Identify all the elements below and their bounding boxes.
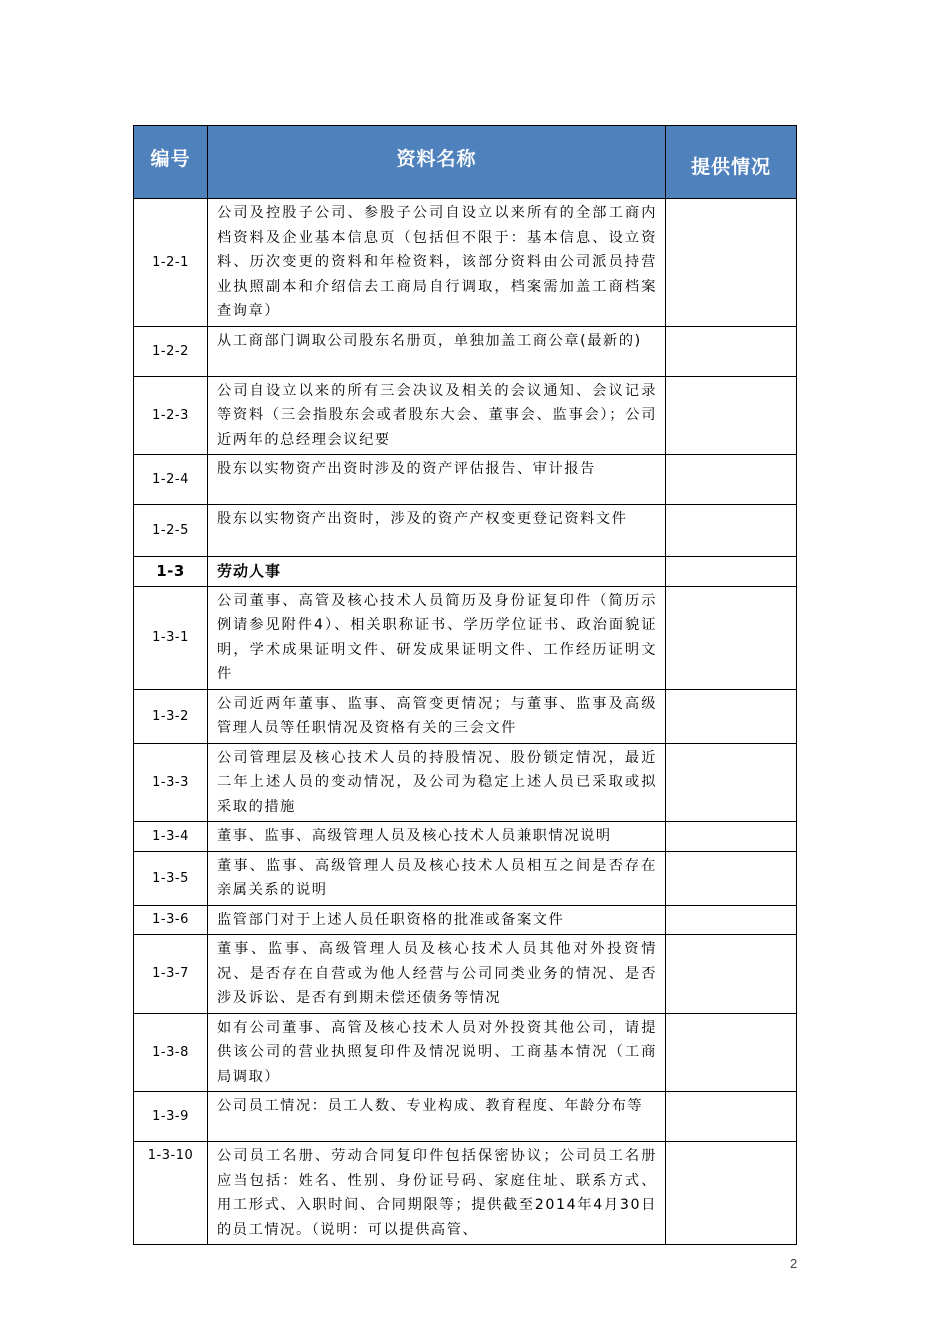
row-status: [666, 1092, 797, 1142]
row-description: 董事、监事、高级管理人员及核心技术人员相互之间是否存在亲属关系的说明: [208, 851, 666, 905]
row-description: 从工商部门调取公司股东名册页，单独加盖工商公章(最新的): [208, 326, 666, 376]
table-row: [134, 822, 797, 852]
row-description: 公司员工情况：员工人数、专业构成、教育程度、年龄分布等: [208, 1092, 666, 1142]
row-description: 公司及控股子公司、参股子公司自设立以来所有的全部工商内档资料及企业基本信息页（包括但不限于：基本信息、设立资料、历次变更的资料和年检资料，该部分资料由公司派员持营业执照副本和介绍信去工商局自行调取，档案需加盖工商档案查询章）: [208, 199, 666, 327]
row-status: [666, 326, 797, 376]
table-row: [134, 1142, 797, 1245]
row-code: 1-3-7: [134, 935, 208, 1014]
row-status: [666, 905, 797, 935]
row-code: 1-3-5: [134, 851, 208, 905]
row-description: 公司近两年董事、监事、高管变更情况；与董事、监事及高级管理人员等任职情况及资格有关的三会文件: [208, 689, 666, 743]
row-description: 公司员工名册、劳动合同复印件包括保密协议；公司员工名册应当包括：姓名、性别、身份证号码、家庭住址、联系方式、用工形式、入职时间、合同期限等；提供截至2014年4月30日的员工情况。（说明：可以提供高管、: [208, 1142, 666, 1245]
table-row: [134, 326, 797, 376]
row-status: [666, 455, 797, 505]
row-description: 公司自设立以来的所有三会决议及相关的会议通知、会议记录等资料（三会指股东会或者股东大会、董事会、监事会）；公司近两年的总经理会议纪要: [208, 376, 666, 455]
row-status: [666, 199, 797, 327]
table-row: [134, 455, 797, 505]
table-row: [134, 376, 797, 455]
header-document-name: 资料名称: [208, 126, 666, 199]
row-description: 公司管理层及核心技术人员的持股情况、股份锁定情况，最近二年上述人员的变动情况，及公司为稳定上述人员已采取或拟采取的措施: [208, 743, 666, 822]
row-status: [666, 851, 797, 905]
row-code: 1-3-1: [134, 586, 208, 689]
row-status: [666, 689, 797, 743]
row-code: 1-3-4: [134, 822, 208, 852]
table-row: [134, 689, 797, 743]
row-code: 1-3-10: [134, 1142, 208, 1245]
document-table: [133, 125, 797, 1245]
table-row: [134, 743, 797, 822]
table-row: [134, 1092, 797, 1142]
row-status: [666, 586, 797, 689]
table-row: [134, 905, 797, 935]
row-description: 如有公司董事、高管及核心技术人员对外投资其他公司，请提供该公司的营业执照复印件及情况说明、工商基本情况（工商局调取）: [208, 1013, 666, 1092]
row-code: 1-2-1: [134, 199, 208, 327]
page-number: 2: [790, 1256, 798, 1271]
section-title: 劳动人事: [208, 557, 666, 587]
table-row: [134, 851, 797, 905]
row-code: 1-2-5: [134, 505, 208, 557]
header-provision-status: 提供情况: [666, 126, 797, 199]
row-code: 1-3-9: [134, 1092, 208, 1142]
row-code: 1-2-4: [134, 455, 208, 505]
row-status: [666, 376, 797, 455]
row-status: [666, 822, 797, 852]
row-status: [666, 1013, 797, 1092]
row-code: 1-3-3: [134, 743, 208, 822]
row-description: 董事、监事、高级管理人员及核心技术人员其他对外投资情况、是否存在自营或为他人经营与公司同类业务的情况、是否涉及诉讼、是否有到期未偿还债务等情况: [208, 935, 666, 1014]
section-code: 1-3: [134, 557, 208, 587]
row-code: 1-3-8: [134, 1013, 208, 1092]
row-description: 董事、监事、高级管理人员及核心技术人员兼职情况说明: [208, 822, 666, 852]
row-status: [666, 1142, 797, 1245]
row-code: 1-2-2: [134, 326, 208, 376]
table-row: [134, 1013, 797, 1092]
table-header-row: [134, 126, 797, 199]
row-description: 公司董事、高管及核心技术人员简历及身份证复印件（简历示例请参见附件4）、相关职称证书、学历学位证书、政治面貌证明，学术成果证明文件、研发成果证明文件、工作经历证明文件: [208, 586, 666, 689]
row-description: 监管部门对于上述人员任职资格的批准或备案文件: [208, 905, 666, 935]
section-row: [134, 557, 797, 587]
table-row: [134, 586, 797, 689]
header-number: 编号: [134, 126, 208, 199]
row-description: 股东以实物资产出资时涉及的资产评估报告、审计报告: [208, 455, 666, 505]
table-row: [134, 935, 797, 1014]
row-status: [666, 935, 797, 1014]
table-row: [134, 505, 797, 557]
row-description: 股东以实物资产出资时，涉及的资产产权变更登记资料文件: [208, 505, 666, 557]
row-code: 1-3-2: [134, 689, 208, 743]
row-code: 1-2-3: [134, 376, 208, 455]
table-row: [134, 199, 797, 327]
row-status: [666, 505, 797, 557]
row-status: [666, 743, 797, 822]
row-code: 1-3-6: [134, 905, 208, 935]
row-status: [666, 557, 797, 587]
